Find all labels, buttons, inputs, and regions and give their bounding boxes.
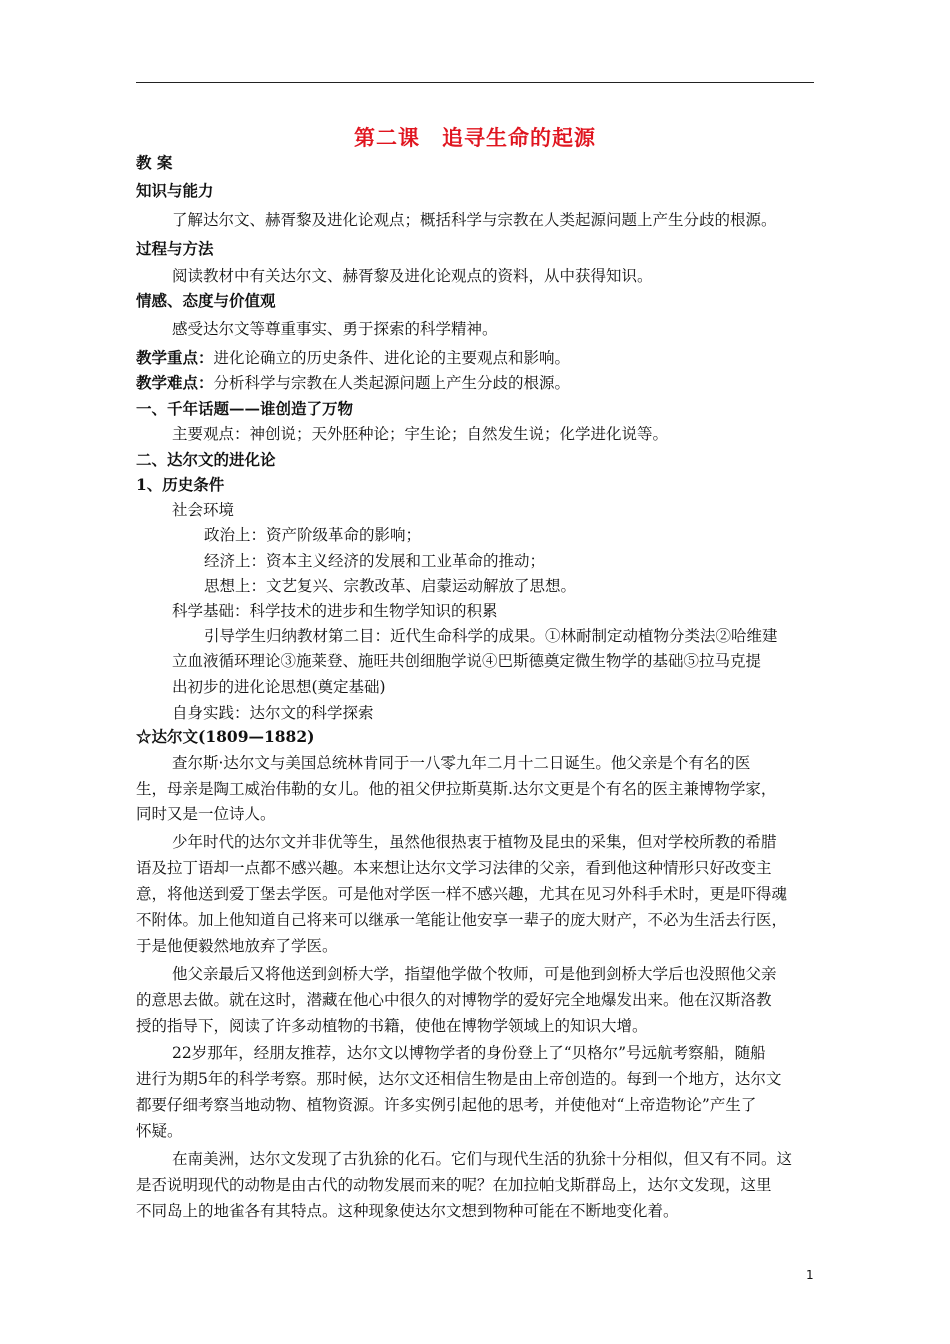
subsection-heading-1: 1、历史条件 [136, 475, 225, 494]
paragraph-line: 不附体。加上他知道自己将来可以继承一笔能让他安享一辈子的庞大财产，不必为生活去行医， [136, 911, 788, 929]
paragraph-line: 同时又是一位诗人。 [136, 805, 276, 823]
key-points-text: 进化论确立的历史条件、进化论的主要观点和影响。 [213, 349, 571, 367]
paragraph-line: 进行为期5年的科学考察。那时候，达尔文还相信生物是由上帝创造的。每到一个地方，达尔文 [136, 1070, 782, 1088]
header-rule [136, 82, 814, 83]
heading-process-method: 过程与方法 [136, 239, 214, 258]
darwin-heading: ☆达尔文(1809—1882) [136, 727, 315, 746]
paragraph-line: 阅读教材中有关达尔文、赫胥黎及进化论观点的资料，从中获得知识。 [172, 267, 653, 285]
title-lesson-name: 追寻生命的起源 [442, 125, 596, 150]
paragraph-line: 政治上：资产阶级革命的影响； [204, 526, 422, 544]
paragraph-line: 立血液循环理论③施莱登、施旺共创细胞学说④巴斯德奠定微生物学的基础⑤拉马克提 [172, 652, 762, 670]
paragraph-line: 少年时代的达尔文并非优等生，虽然他很热衷于植物及昆虫的采集，但对学校所教的希腊 [172, 833, 777, 851]
paragraph-line: 科学基础：科学技术的进步和生物学知识的积累 [172, 602, 498, 620]
difficulties-label: 教学难点： [136, 373, 214, 392]
paragraph-line: 生，母亲是陶工威治伟勒的女儿。他的祖父伊拉斯莫斯.达尔文更是个有名的医主兼博物学家， [136, 780, 777, 798]
paragraph-line: 都要仔细考察当地动物、植物资源。许多实例引起他的思考，并使他对“上帝造物论”产生了 [136, 1096, 757, 1114]
difficulties-text: 分析科学与宗教在人类起源问题上产生分歧的根源。 [213, 374, 571, 392]
heading-emotion-values: 情感、态度与价值观 [136, 291, 276, 310]
paragraph-line: 意，将他送到爱丁堡去学医。可是他对学医一样不感兴趣，尤其在见习外科手术时，更是吓得魂 [136, 885, 788, 903]
paragraph-line: 自身实践：达尔文的科学探索 [172, 704, 374, 722]
paragraph-line: 社会环境 [172, 501, 235, 519]
teaching-key-points [136, 345, 826, 371]
section-heading-2: 二、达尔文的进化论 [136, 450, 276, 469]
heading-lesson-plan: 教 案 [136, 153, 173, 172]
paragraph-line: 经济上：资本主义经济的发展和工业革命的推动； [204, 552, 546, 570]
paragraph-line: 引导学生归纳教材第二目：近代生命科学的成果。①林耐制定动植物分类法②哈维建 [204, 627, 778, 645]
key-points-label: 教学重点： [136, 348, 214, 367]
paragraph-line: 授的指导下，阅读了许多动植物的书籍，使他在博物学领域上的知识大增。 [136, 1017, 648, 1035]
paragraph-line: 他父亲最后又将他送到剑桥大学，指望他学做个牧师，可是他到剑桥大学后也没照他父亲 [172, 965, 777, 983]
paragraph-line: 22岁那年，经朋友推荐，达尔文以博物学者的身份登上了“贝格尔”号远航考察船，随船 [172, 1044, 766, 1062]
paragraph-line: 是否说明现代的动物是由古代的动物发展而来的呢？在加拉帕戈斯群岛上，达尔文发现，这里 [136, 1176, 772, 1194]
paragraph-line: 思想上：文艺复兴、宗教改革、启蒙运动解放了思想。 [204, 577, 577, 595]
paragraph-line: 感受达尔文等尊重事实、勇于探索的科学精神。 [172, 320, 498, 338]
teaching-difficulties [136, 370, 826, 396]
heading-knowledge-ability: 知识与能力 [136, 181, 214, 200]
paragraph-line: 不同岛上的地雀各有其特点。这种现象使达尔文想到物种可能在不断地变化着。 [136, 1202, 679, 1220]
paragraph-line: 于是他便毅然地放弃了学医。 [136, 937, 338, 955]
page-title [136, 122, 814, 152]
paragraph-line: 查尔斯·达尔文与美国总统林肯同于一八零九年二月十二日诞生。他父亲是个有名的医 [172, 754, 751, 772]
page-number: 1 [806, 1268, 814, 1282]
paragraph-line: 在南美洲，达尔文发现了古犰狳的化石。它们与现代生活的犰狳十分相似，但又有不同。这 [172, 1150, 793, 1168]
paragraph-line: 怀疑。 [136, 1122, 183, 1140]
paragraph-line: 语及拉丁语却一点都不感兴趣。本来想让达尔文学习法律的父亲，看到他这种情形只好改变主 [136, 859, 772, 877]
title-lesson-number: 第二课 [354, 125, 420, 150]
paragraph-line: 的意思去做。就在这时，潜藏在他心中很久的对博物学的爱好完全地爆发出来。他在汉斯洛教 [136, 991, 772, 1009]
paragraph-line: 出初步的进化论思想(奠定基础) [172, 678, 386, 696]
paragraph-line: 了解达尔文、赫胥黎及进化论观点；概括科学与宗教在人类起源问题上产生分歧的根源。 [172, 211, 777, 229]
paragraph-line: 主要观点：神创说；天外胚种论；宇生论；自然发生说；化学进化说等。 [172, 425, 669, 443]
section-heading-1: 一、千年话题——谁创造了万物 [136, 399, 354, 418]
